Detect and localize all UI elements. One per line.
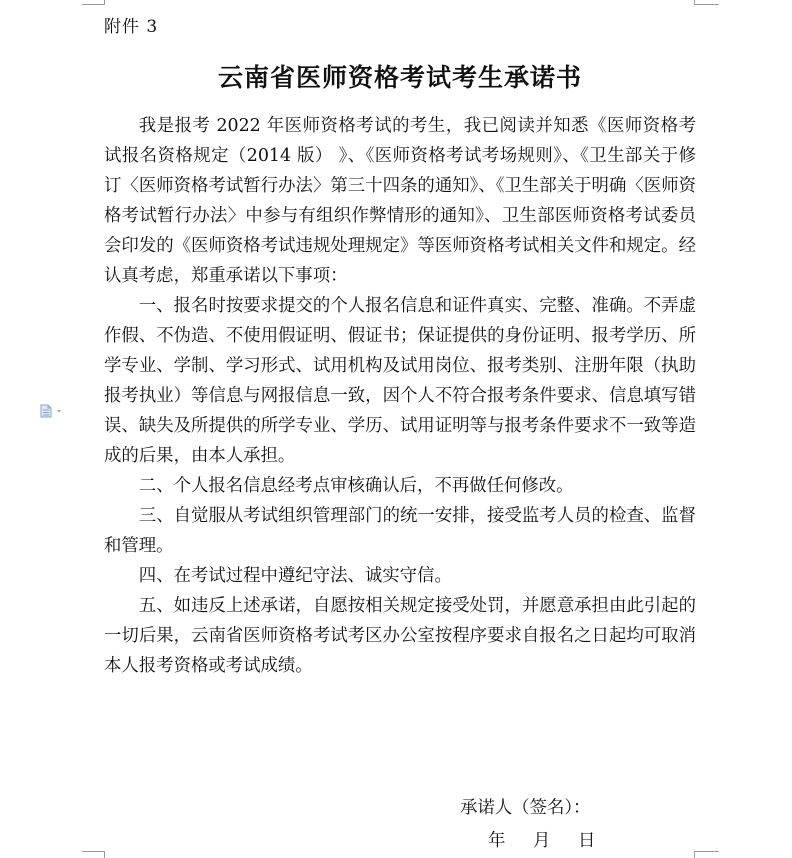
- attachment-label: 附件 3: [104, 17, 159, 37]
- document-title: 云南省医师资格考试考生承诺书: [217, 63, 582, 92]
- commitment-paragraph-2: 二、个人报名信息经考点审核确认后，不再做任何修改。: [138, 476, 574, 496]
- intro-paragraph: 我是报考 2022 年医师资格考试的考生，我已阅读并知悉《医师资格考试报名资格规定（2014 版） 》、《医师资格考试考场规则》、《卫生部关于修订〈医师资格考试暂行办法〉第三十四条的通知》、《卫生部关于明确〈医师资格考试暂行办法〉中参与有组织作弊情形的通知》、卫生部医师资格考试委员会印发的《医师资格考试违规处理规定》等医师资格考试相关文件和规定。经认真考虑，郑重承诺以下事项：: [104, 116, 696, 286]
- commitment-paragraph-1: 一、报名时按要求提交的个人报名信息和证件真实、完整、准确。不弄虚作假、不伪造、不使用假证明、假证书；保证提供的身份证明、报考学历、所学专业、学制、学习形式、试用机构及试用岗位、报考类别、注册年限（执助报考执业）等信息与网报信息一致，因个人不符合报考条件要求、信息填写错误、缺失及所提供的所学专业、学历、试用证明等与报考条件要求不一致等造成的后果，由本人承担。: [104, 296, 696, 466]
- date-line: 年 月 日: [488, 831, 596, 851]
- document-options-icon[interactable]: [38, 403, 64, 417]
- crop-mark-top-right: [694, 0, 719, 5]
- commitment-paragraph-4: 四、在考试过程中遵纪守法、诚实守信。: [138, 566, 452, 586]
- crop-mark-top-left: [82, 0, 105, 5]
- commitment-paragraph-3: 三、自觉服从考试组织管理部门的统一安排，接受监考人员的检查、监督和管理。: [104, 506, 696, 556]
- document-body: [104, 111, 696, 681]
- commitment-paragraph-5: 五、如违反上述承诺，自愿按相关规定接受处罚，并愿意承担由此引起的一切后果，云南省医师资格考试考区办公室按程序要求自报名之日起均可取消本人报考资格或考试成绩。: [104, 596, 696, 676]
- signature-label: 承诺人（签名）：: [460, 798, 591, 818]
